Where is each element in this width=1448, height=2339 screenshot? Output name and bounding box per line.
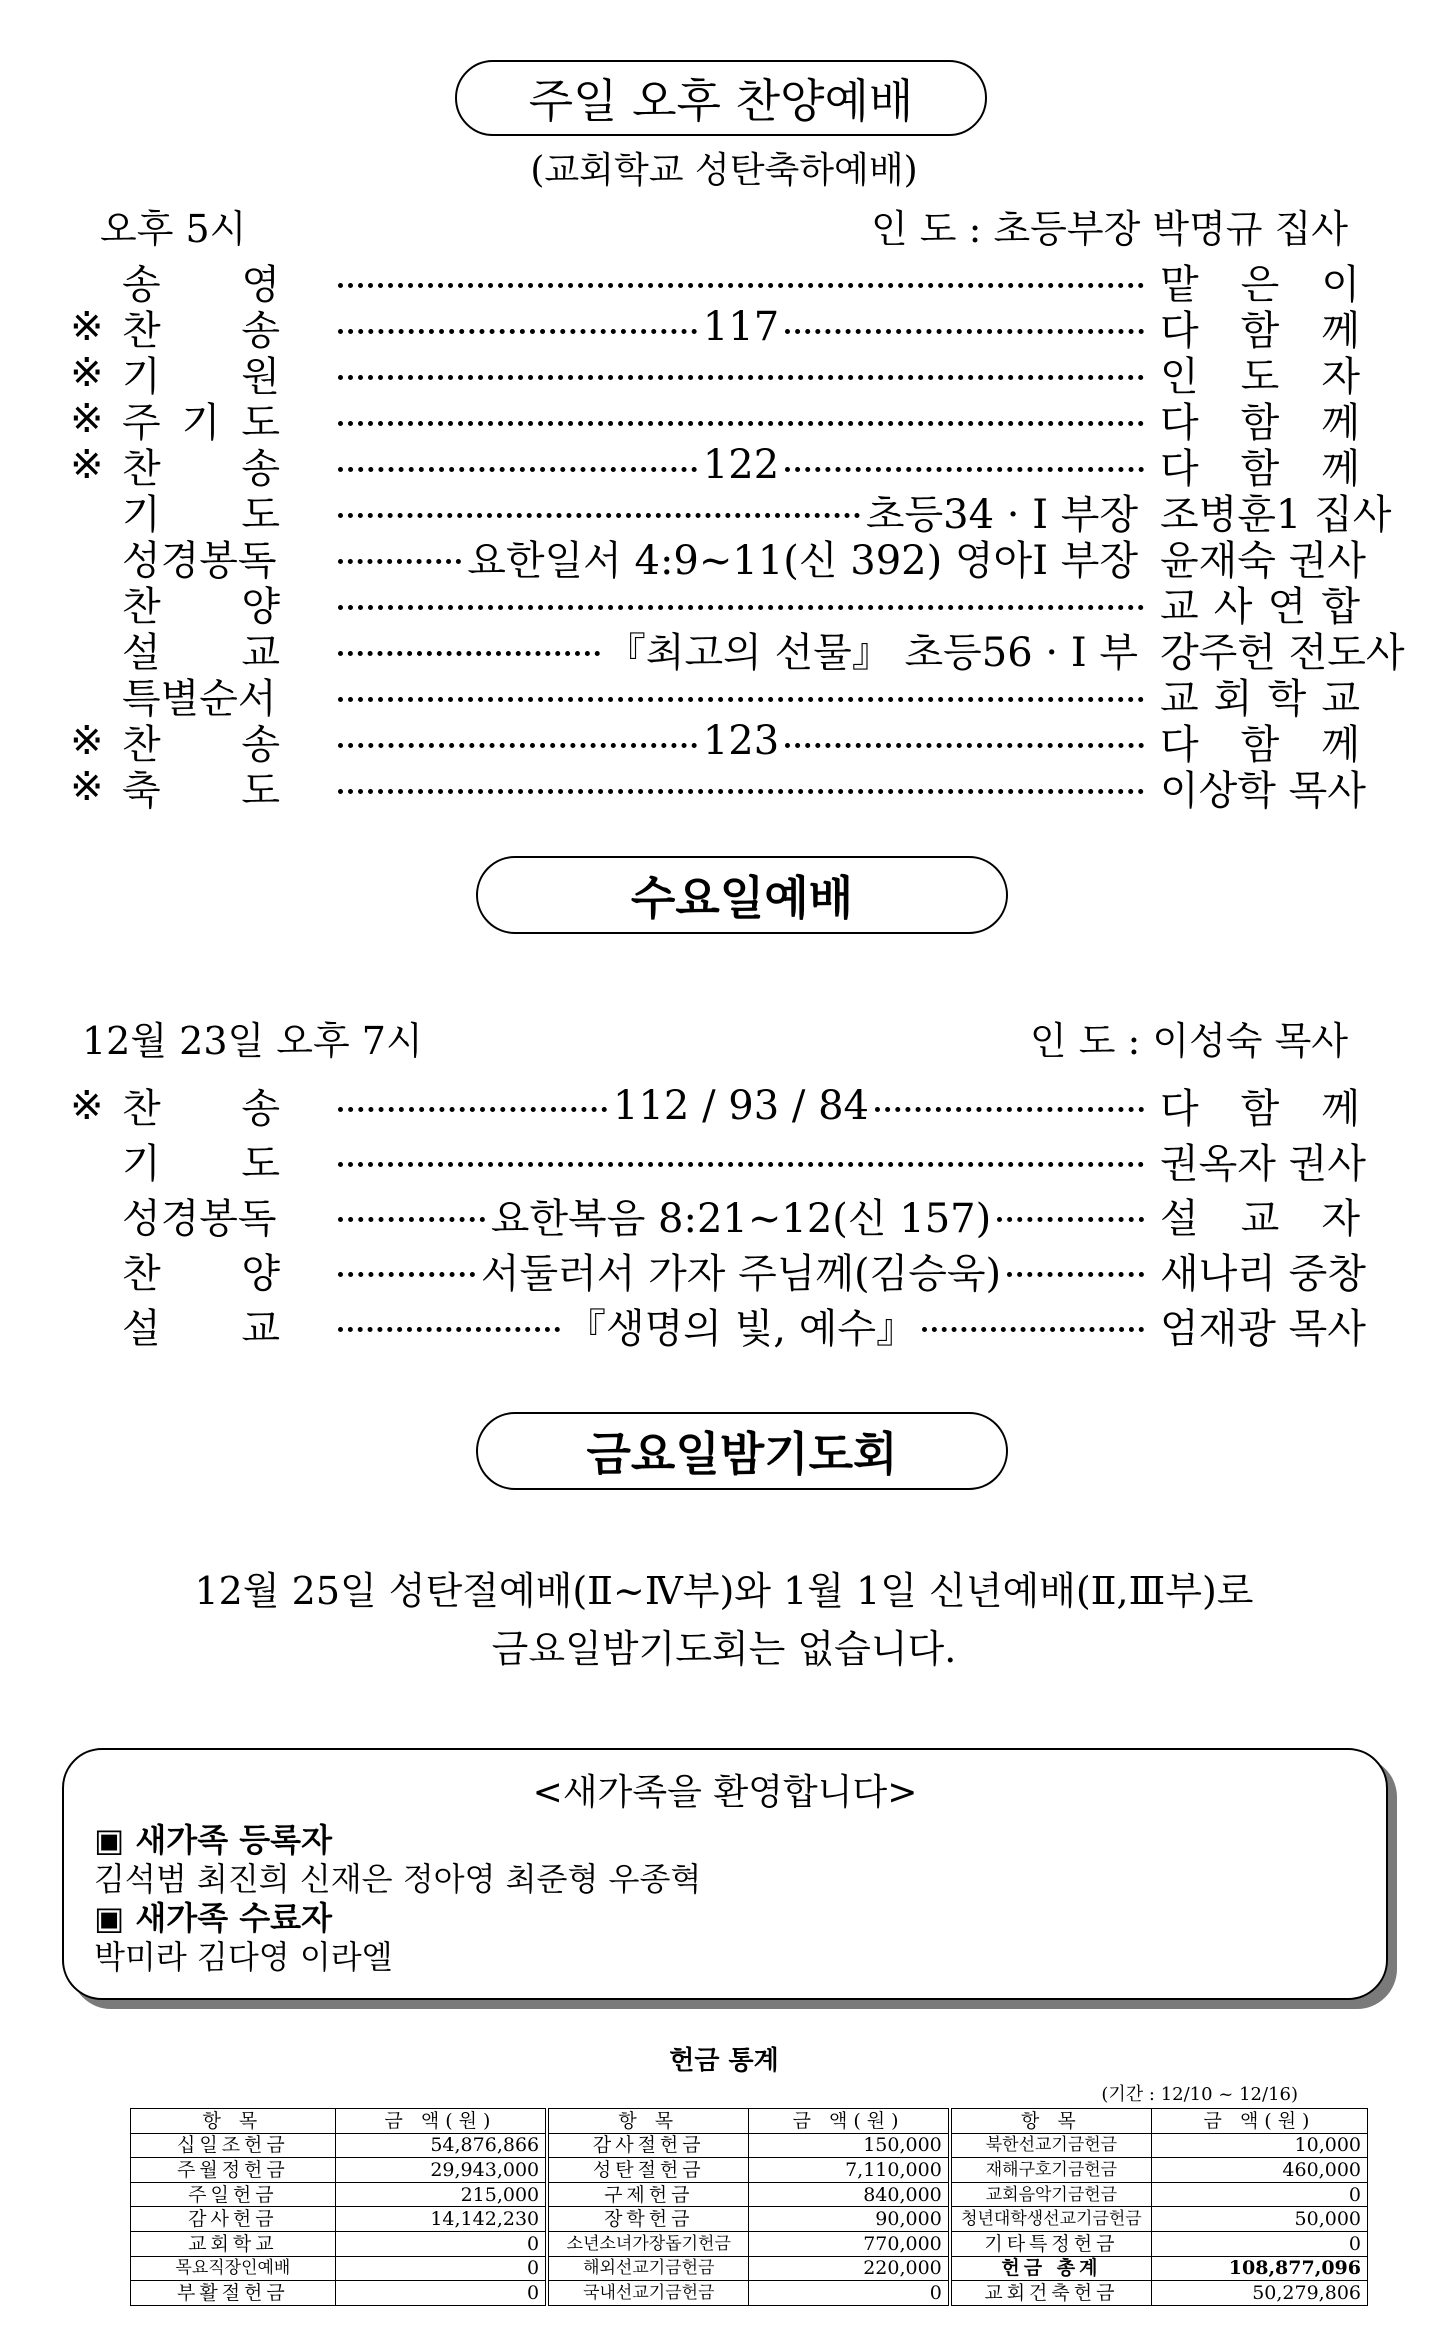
offering-amount: 150,000	[749, 2133, 950, 2158]
dotted-leader	[338, 1107, 607, 1112]
leader-line	[332, 442, 1150, 488]
offering-row	[131, 2231, 1368, 2256]
sunday-time: 오후 5시	[100, 207, 247, 251]
offering-item: 감사헌금	[131, 2207, 336, 2232]
order-detail: 요한복음 8:21~12(신 157)	[490, 1196, 992, 1242]
order-person: 교 사 연 합	[1160, 583, 1360, 630]
wednesday-title-box	[476, 856, 1008, 934]
sunday-leader: 인 도 : 초등부장 박명규 집사	[871, 207, 1348, 251]
dotted-leader	[338, 283, 1144, 288]
order-label: 찬 송	[122, 307, 280, 354]
offering-amount: 0	[335, 2231, 547, 2256]
required-mark: ※	[70, 396, 104, 442]
leader-line	[332, 1083, 1150, 1129]
offering-row	[131, 2256, 1368, 2281]
offering-item: 부활절헌금	[131, 2281, 336, 2306]
dotted-leader	[338, 1162, 1144, 1167]
order-person: 다 함 께	[1160, 1086, 1360, 1132]
offering-amount: 0	[335, 2281, 547, 2306]
offering-row	[131, 2207, 1368, 2232]
offering-item: 교회음악기금헌금	[950, 2182, 1152, 2207]
offering-title: 헌금 통계	[669, 2046, 779, 2076]
col-item-3: 항 목	[950, 2109, 1152, 2134]
order-label: 성경봉독	[122, 1196, 277, 1242]
leader-line	[332, 785, 1150, 790]
offering-amount: 29,943,000	[335, 2158, 547, 2183]
offering-amount: 770,000	[749, 2231, 950, 2256]
dotted-leader	[338, 1272, 475, 1277]
offering-item: 소년소녀가장돕기헌금	[547, 2231, 749, 2256]
offering-amount: 10,000	[1152, 2133, 1368, 2158]
offering-amount: 220,000	[749, 2256, 950, 2281]
order-row	[70, 580, 1360, 630]
friday-title-box	[476, 1412, 1008, 1490]
order-row	[70, 1133, 1366, 1188]
sunday-subtitle: (교회학교 성탄축하예배)	[530, 150, 918, 191]
order-detail: 117	[702, 304, 780, 350]
order-row	[70, 718, 1360, 768]
order-label: 찬 양	[122, 1251, 280, 1297]
order-person: 인 도 자	[1160, 353, 1360, 400]
wednesday-order-list	[70, 1078, 1366, 1353]
friday-title: 금요일밤기도회	[586, 1427, 898, 1481]
order-row	[70, 534, 1366, 584]
order-label: 찬 송	[122, 721, 280, 768]
order-row	[70, 304, 1360, 354]
order-row	[70, 1243, 1366, 1298]
offering-item: 해외선교기금헌금	[547, 2256, 749, 2281]
offering-item: 재해구호기금헌금	[950, 2158, 1152, 2183]
dotted-leader	[338, 789, 1144, 794]
order-row	[70, 396, 1360, 446]
required-mark: ※	[70, 1082, 104, 1129]
order-row	[70, 672, 1360, 722]
sunday-title: 주일 오후 찬양예배	[528, 74, 914, 128]
sunday-order-list	[70, 258, 1405, 814]
dotted-leader	[785, 467, 1144, 472]
offering-item: 감사절헌금	[547, 2133, 749, 2158]
dotted-leader	[785, 329, 1144, 334]
order-person: 엄재광 목사	[1160, 1306, 1366, 1352]
order-person: 조병훈1 집사	[1160, 491, 1392, 538]
offering-amount: 0	[1152, 2231, 1368, 2256]
leader-line	[332, 1242, 1150, 1299]
offering-item: 기타특정헌금	[950, 2231, 1152, 2256]
offering-item: 청년대학생선교기금헌금	[950, 2207, 1152, 2232]
dotted-leader	[785, 743, 1144, 748]
required-mark: ※	[70, 442, 104, 488]
sunday-title-box	[455, 60, 987, 136]
col-item-1: 항 목	[131, 2109, 336, 2134]
leader-line	[332, 304, 1150, 350]
offering-amount: 840,000	[749, 2182, 950, 2207]
offering-item: 헌금 총계	[950, 2256, 1152, 2281]
order-person: 맡 은 이	[1160, 261, 1360, 308]
order-detail: 요한일서 4:9~11(신 392) 영아Ⅰ 부장	[467, 537, 1138, 584]
offering-amount: 108,877,096	[1152, 2256, 1368, 2281]
order-row	[70, 1078, 1360, 1133]
order-label: 특별순서	[122, 675, 277, 722]
order-row	[70, 488, 1392, 538]
offering-amount: 54,876,866	[335, 2133, 547, 2158]
order-person: 설 교 자	[1160, 1196, 1360, 1242]
registered-heading: ▣ 새가족 등록자	[94, 1821, 332, 1859]
leader-line	[332, 1187, 1150, 1244]
order-person: 교 회 학 교	[1160, 675, 1360, 722]
leader-line	[332, 693, 1150, 698]
order-person: 다 함 께	[1160, 721, 1360, 768]
order-detail: 『최고의 선물』 초등56 · Ⅰ 부	[605, 629, 1138, 676]
col-amount-3: 금 액(원)	[1152, 2109, 1368, 2134]
leader-line	[332, 279, 1150, 284]
required-mark: ※	[70, 718, 104, 764]
order-person: 다 함 께	[1160, 445, 1360, 492]
offering-item: 교회건축헌금	[950, 2281, 1152, 2306]
dotted-leader	[338, 743, 697, 748]
offering-item: 주일헌금	[131, 2182, 336, 2207]
order-label: 설 교	[122, 1306, 280, 1352]
offering-header-row	[131, 2109, 1368, 2134]
offering-amount: 50,279,806	[1152, 2281, 1368, 2306]
col-amount-1: 금 액(원)	[335, 2109, 547, 2134]
leader-line	[332, 1297, 1150, 1354]
order-person: 이상학 목사	[1160, 767, 1366, 814]
order-detail: 123	[702, 718, 780, 764]
dotted-leader	[338, 651, 600, 656]
offering-item: 성탄절헌금	[547, 2158, 749, 2183]
order-person: 다 함 께	[1160, 399, 1360, 446]
order-detail: 초등34 · Ⅰ 부장	[865, 491, 1138, 538]
leader-line	[332, 1158, 1150, 1163]
offering-amount: 90,000	[749, 2207, 950, 2232]
offering-item: 십일조헌금	[131, 2133, 336, 2158]
wednesday-leader: 인 도 : 이성숙 목사	[1029, 1019, 1348, 1063]
order-row	[70, 258, 1360, 308]
leader-line	[332, 417, 1150, 422]
order-row	[70, 626, 1405, 676]
order-label: 성경봉독	[122, 537, 277, 584]
dotted-leader	[338, 329, 697, 334]
col-item-2: 항 목	[547, 2109, 749, 2134]
leader-line	[332, 601, 1150, 606]
order-detail: 122	[702, 442, 780, 488]
completed-heading: ▣ 새가족 수료자	[94, 1899, 332, 1937]
registered-names: 김석범 최진희 신재은 정아영 최준형 우종혁	[94, 1860, 702, 1898]
dotted-leader	[922, 1327, 1144, 1332]
dotted-leader	[338, 375, 1144, 380]
offering-amount: 0	[1152, 2182, 1368, 2207]
order-label: 찬 송	[122, 1086, 280, 1132]
order-label: 송 영	[122, 261, 280, 308]
order-detail: 서둘러서 가자 주님께(김승욱)	[480, 1251, 1002, 1297]
order-row	[70, 1298, 1366, 1353]
required-mark: ※	[70, 350, 104, 396]
friday-notice-line2: 금요일밤기도회는 없습니다.	[491, 1627, 957, 1671]
leader-line	[332, 529, 1150, 586]
dotted-leader	[338, 467, 697, 472]
order-row	[70, 1188, 1360, 1243]
offering-amount: 460,000	[1152, 2158, 1368, 2183]
dotted-leader	[875, 1107, 1144, 1112]
leader-line	[332, 371, 1150, 376]
offering-row	[131, 2281, 1368, 2306]
dotted-leader	[338, 605, 1144, 610]
offering-amount: 7,110,000	[749, 2158, 950, 2183]
order-row	[70, 442, 1360, 492]
order-label: 축 도	[122, 767, 280, 814]
dotted-leader	[997, 1217, 1144, 1222]
friday-notice-line1: 12월 25일 성탄절예배(Ⅱ~Ⅳ부)와 1월 1일 신년예배(Ⅱ,Ⅲ부)로	[194, 1569, 1254, 1613]
offering-item: 교회학교	[131, 2231, 336, 2256]
order-detail: 『생명의 빛, 예수』	[566, 1306, 916, 1352]
offering-period: (기간 : 12/10 ~ 12/16)	[1101, 2084, 1298, 2105]
order-person: 다 함 께	[1160, 307, 1360, 354]
welcome-title: <새가족을 환영합니다>	[532, 1772, 918, 1813]
dotted-leader	[338, 1217, 485, 1222]
col-amount-2: 금 액(원)	[749, 2109, 950, 2134]
offering-item: 국내선교기금헌금	[547, 2281, 749, 2306]
offering-amount: 50,000	[1152, 2207, 1368, 2232]
dotted-leader	[338, 1327, 560, 1332]
offering-row	[131, 2133, 1368, 2158]
order-person: 윤재숙 권사	[1160, 537, 1366, 584]
offering-item: 장학헌금	[547, 2207, 749, 2232]
order-person: 강주헌 전도사	[1160, 629, 1405, 676]
leader-line	[332, 718, 1150, 764]
offering-row	[131, 2182, 1368, 2207]
order-label: 기 원	[122, 353, 280, 400]
offering-amount: 0	[335, 2256, 547, 2281]
wednesday-time: 12월 23일 오후 7시	[82, 1019, 423, 1063]
friday-notice	[0, 1562, 1448, 1678]
offering-amount: 0	[749, 2281, 950, 2306]
leader-line	[332, 621, 1150, 678]
offering-amount: 14,142,230	[335, 2207, 547, 2232]
order-row	[70, 350, 1360, 400]
order-detail: 112 / 93 / 84	[613, 1082, 869, 1129]
required-mark: ※	[70, 764, 104, 810]
order-person: 새나리 중창	[1160, 1251, 1366, 1297]
offering-row	[131, 2158, 1368, 2183]
dotted-leader	[338, 513, 860, 518]
order-label: 기 도	[122, 491, 280, 538]
dotted-leader	[1007, 1272, 1144, 1277]
offering-item: 목요직장인예배	[131, 2256, 336, 2281]
order-label: 설 교	[122, 629, 280, 676]
order-row	[70, 764, 1366, 814]
offering-item: 구제헌금	[547, 2182, 749, 2207]
offering-item: 주월정헌금	[131, 2158, 336, 2183]
dotted-leader	[338, 421, 1144, 426]
order-label: 기 도	[122, 1141, 280, 1187]
dotted-leader	[338, 559, 461, 564]
order-person: 권옥자 권사	[1160, 1141, 1366, 1187]
order-label: 주 기 도	[122, 399, 280, 446]
wednesday-title: 수요일예배	[630, 871, 854, 925]
offering-table	[130, 2108, 1368, 2306]
required-mark: ※	[70, 304, 104, 350]
order-label: 찬 송	[122, 445, 280, 492]
dotted-leader	[338, 697, 1144, 702]
completed-names: 박미라 김다영 이라엘	[94, 1938, 393, 1976]
order-label: 찬 양	[122, 583, 280, 630]
offering-item: 북한선교기금헌금	[950, 2133, 1152, 2158]
welcome-box	[62, 1748, 1388, 2000]
offering-amount: 215,000	[335, 2182, 547, 2207]
